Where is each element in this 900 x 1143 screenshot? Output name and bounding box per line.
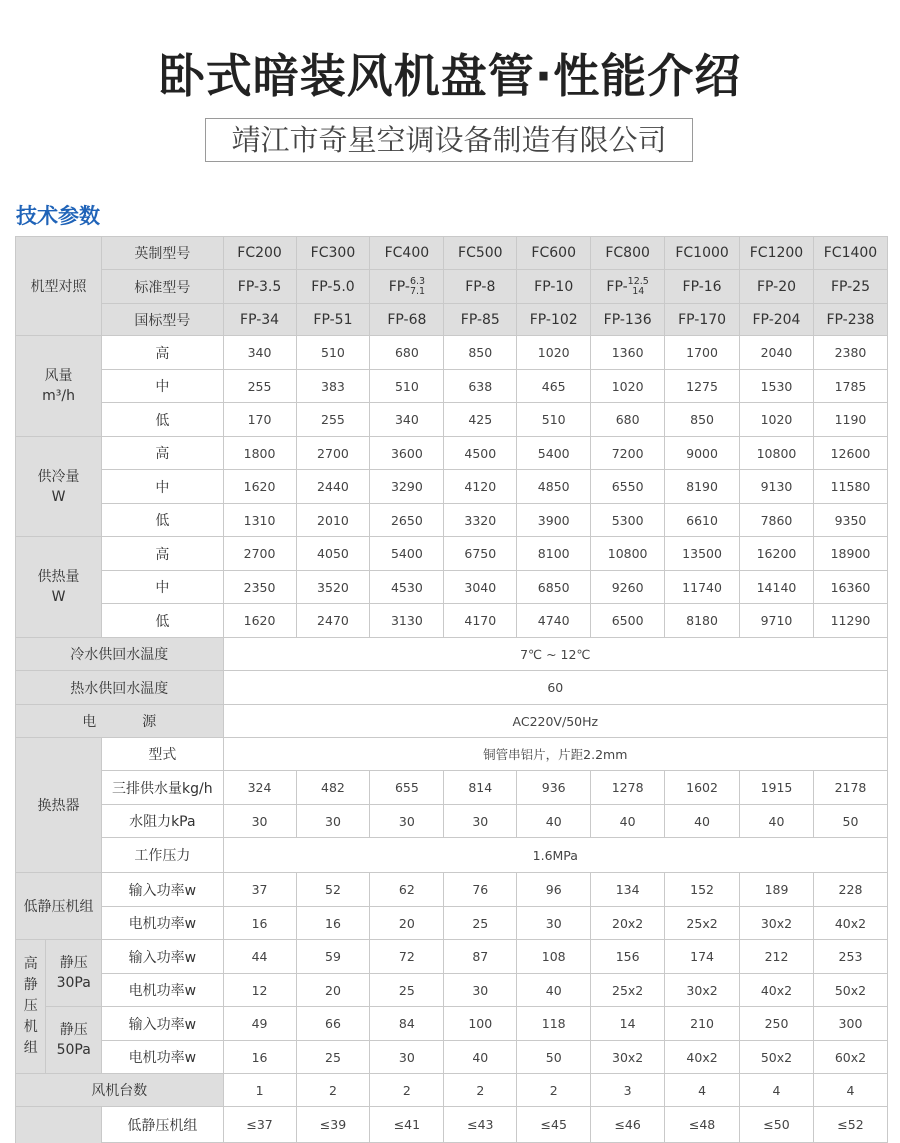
table-cell: 814 xyxy=(444,771,517,805)
high-static-char: 高 xyxy=(23,956,38,972)
low-static-motor-label: 电机功率w xyxy=(102,907,224,940)
table-cell: FP-8 xyxy=(444,270,517,304)
table-cell: FC600 xyxy=(517,237,591,270)
table-cell: 4 xyxy=(740,1074,814,1107)
imperial-model-label: 英制型号 xyxy=(102,237,224,270)
table-cell: 14 xyxy=(591,1007,665,1041)
table-cell: 324 xyxy=(223,771,296,805)
table-cell: 10800 xyxy=(740,437,814,470)
power-value: AC220V/50Hz xyxy=(223,705,887,738)
p30-motor-label: 电机功率w xyxy=(102,974,224,1007)
table-row xyxy=(16,537,888,571)
table-cell: 189 xyxy=(740,873,814,907)
table-cell: 3320 xyxy=(444,504,517,537)
table-cell: 4850 xyxy=(517,470,591,504)
table-cell: FP-238 xyxy=(813,304,887,336)
table-row xyxy=(16,873,888,907)
table-cell: 1 xyxy=(223,1074,296,1107)
table-cell: 850 xyxy=(665,403,740,437)
model-prefix: FP- xyxy=(606,278,628,295)
airflow-label-cell xyxy=(16,336,102,437)
table-cell: 49 xyxy=(223,1007,296,1041)
table-cell: 40 xyxy=(517,805,591,838)
table-cell: ≤45 xyxy=(517,1107,591,1143)
table-cell: 10800 xyxy=(591,537,665,571)
table-cell: 3 xyxy=(591,1074,665,1107)
table-cell: 1800 xyxy=(223,437,296,470)
table-cell: 2440 xyxy=(296,470,370,504)
table-row xyxy=(16,237,888,270)
table-cell: FP-3.5 xyxy=(223,270,296,304)
table-row xyxy=(16,638,888,671)
table-cell: 40 xyxy=(444,1041,517,1074)
static-50pa-label-b: 50Pa xyxy=(56,1042,91,1058)
table-cell: 25 xyxy=(370,974,444,1007)
table-cell: 2 xyxy=(517,1074,591,1107)
table-cell: 228 xyxy=(813,873,887,907)
table-cell: 1915 xyxy=(740,771,814,805)
table-cell: 8100 xyxy=(517,537,591,571)
table-cell: 30 xyxy=(444,974,517,1007)
table-cell: 87 xyxy=(444,940,517,974)
high-static-char: 组 xyxy=(23,1040,38,1056)
table-cell: 4740 xyxy=(517,604,591,638)
table-row xyxy=(16,1007,888,1041)
table-cell: 12600 xyxy=(813,437,887,470)
spec-table xyxy=(15,236,888,1143)
table-cell: 6850 xyxy=(517,571,591,604)
table-cell: 118 xyxy=(517,1007,591,1041)
table-cell: 50x2 xyxy=(813,974,887,1007)
table-cell: 2 xyxy=(444,1074,517,1107)
table-cell: 936 xyxy=(517,771,591,805)
table-cell: 2 xyxy=(370,1074,444,1107)
airflow-unit: m³/h xyxy=(42,388,75,404)
table-cell: 2470 xyxy=(296,604,370,638)
cooling-unit: W xyxy=(51,488,66,505)
table-row xyxy=(16,1107,888,1143)
model-fraction xyxy=(410,277,425,297)
page-title: 卧式暗装风机盘管·性能介绍 xyxy=(158,49,742,103)
table-cell: FC800 xyxy=(591,237,665,270)
table-cell: FP-16 xyxy=(665,270,740,304)
table-cell: 1020 xyxy=(591,370,665,403)
level-high-label: 高 xyxy=(102,336,224,370)
table-cell: 40x2 xyxy=(665,1041,740,1074)
table-cell: 2380 xyxy=(813,336,887,370)
table-row xyxy=(16,504,888,537)
table-cell: 9130 xyxy=(740,470,814,504)
table-row xyxy=(16,403,888,437)
level-high-label: 高 xyxy=(102,537,224,571)
table-row xyxy=(16,304,888,336)
level-mid-label: 中 xyxy=(102,571,224,604)
table-cell: 1278 xyxy=(591,771,665,805)
table-cell: 3130 xyxy=(370,604,444,638)
table-cell: 2040 xyxy=(740,336,814,370)
table-cell: 9710 xyxy=(740,604,814,638)
table-cell: 11290 xyxy=(813,604,887,638)
table-cell: 4170 xyxy=(444,604,517,638)
table-cell: 2178 xyxy=(813,771,887,805)
table-cell: 210 xyxy=(665,1007,740,1041)
cold-water-value: 7℃ ~ 12℃ xyxy=(223,638,887,671)
table-cell: 1620 xyxy=(223,470,296,504)
table-cell: 13500 xyxy=(665,537,740,571)
table-cell: 66 xyxy=(296,1007,370,1041)
table-cell: 6610 xyxy=(665,504,740,537)
standard-model-label: 标准型号 xyxy=(102,270,224,304)
table-cell: 25 xyxy=(296,1041,370,1074)
table-cell: 4 xyxy=(813,1074,887,1107)
table-row xyxy=(16,838,888,873)
table-cell: 72 xyxy=(370,940,444,974)
table-row xyxy=(16,907,888,940)
table-cell: 510 xyxy=(517,403,591,437)
table-cell: 255 xyxy=(296,403,370,437)
table-cell: 30 xyxy=(444,805,517,838)
table-cell: 9260 xyxy=(591,571,665,604)
table-cell: 37 xyxy=(223,873,296,907)
table-row xyxy=(16,671,888,705)
level-low-label: 低 xyxy=(102,504,224,537)
table-cell: 16 xyxy=(223,1041,296,1074)
table-row xyxy=(16,805,888,838)
table-cell: 5300 xyxy=(591,504,665,537)
table-cell: 18900 xyxy=(813,537,887,571)
table-cell: 30x2 xyxy=(591,1041,665,1074)
table-row xyxy=(16,940,888,974)
table-cell: FP-25 xyxy=(813,270,887,304)
table-cell: ≤48 xyxy=(665,1107,740,1143)
table-cell: 60x2 xyxy=(813,1041,887,1074)
table-cell: 2350 xyxy=(223,571,296,604)
table-cell: 680 xyxy=(591,403,665,437)
table-cell: 30x2 xyxy=(665,974,740,1007)
table-cell: 482 xyxy=(296,771,370,805)
table-cell: 156 xyxy=(591,940,665,974)
table-cell: 1785 xyxy=(813,370,887,403)
table-row xyxy=(16,771,888,805)
table-cell: 170 xyxy=(223,403,296,437)
table-cell: FC500 xyxy=(444,237,517,270)
table-cell: ≤50 xyxy=(740,1107,814,1143)
power-label-a: 电 xyxy=(82,714,97,730)
power-label-b: 源 xyxy=(142,714,157,730)
table-cell: 16360 xyxy=(813,571,887,604)
table-cell: 1020 xyxy=(517,336,591,370)
table-cell: FP-20 xyxy=(740,270,814,304)
table-cell: 9350 xyxy=(813,504,887,537)
table-cell: FP-170 xyxy=(665,304,740,336)
table-cell: FP-85 xyxy=(444,304,517,336)
table-row xyxy=(16,571,888,604)
table-cell: ≤43 xyxy=(444,1107,517,1143)
table-cell: 40 xyxy=(517,974,591,1007)
table-cell: FP-34 xyxy=(223,304,296,336)
fraction-top: 6.3 xyxy=(409,275,426,287)
table-cell: 340 xyxy=(370,403,444,437)
table-cell xyxy=(591,270,665,304)
table-cell: 2010 xyxy=(296,504,370,537)
high-static-char: 机 xyxy=(23,1019,38,1035)
table-cell: 1310 xyxy=(223,504,296,537)
table-cell: 96 xyxy=(517,873,591,907)
level-mid-label: 中 xyxy=(102,370,224,403)
table-cell: 16 xyxy=(296,907,370,940)
cooling-label: 供冷量 xyxy=(37,468,80,485)
table-cell: 1530 xyxy=(740,370,814,403)
table-cell: 6750 xyxy=(444,537,517,571)
table-cell: 108 xyxy=(517,940,591,974)
table-cell: 62 xyxy=(370,873,444,907)
heating-label: 供热量 xyxy=(37,569,80,585)
table-cell: 3900 xyxy=(517,504,591,537)
section-title: 技术参数 xyxy=(16,204,100,228)
table-cell: 1360 xyxy=(591,336,665,370)
cold-water-label: 冷水供回水温度 xyxy=(16,638,224,671)
table-cell: 4 xyxy=(665,1074,740,1107)
table-cell: 4050 xyxy=(296,537,370,571)
high-static-char: 静 xyxy=(23,977,38,993)
low-static-input-label: 输入功率w xyxy=(102,873,224,907)
table-cell: 1190 xyxy=(813,403,887,437)
table-cell: 340 xyxy=(223,336,296,370)
table-cell: 5400 xyxy=(517,437,591,470)
table-cell: 16 xyxy=(223,907,296,940)
table-cell: 8180 xyxy=(665,604,740,638)
fraction-bottom: 7.1 xyxy=(409,285,426,297)
table-cell: FC1200 xyxy=(740,237,814,270)
table-cell: 134 xyxy=(591,873,665,907)
table-cell: 25x2 xyxy=(665,907,740,940)
table-cell: 4120 xyxy=(444,470,517,504)
table-cell: 9000 xyxy=(665,437,740,470)
table-cell: 212 xyxy=(740,940,814,974)
table-cell: 2 xyxy=(296,1074,370,1107)
table-cell: 76 xyxy=(444,873,517,907)
high-static-char: 压 xyxy=(23,998,38,1014)
table-row xyxy=(16,470,888,504)
level-high-label: 高 xyxy=(102,437,224,470)
table-cell: 152 xyxy=(665,873,740,907)
static-30pa-label-b: 30Pa xyxy=(56,975,91,991)
table-row xyxy=(16,1074,888,1107)
table-cell: 3040 xyxy=(444,571,517,604)
table-cell: FC1400 xyxy=(813,237,887,270)
p50-input-label: 输入功率w xyxy=(102,1007,224,1041)
table-cell: 250 xyxy=(740,1007,814,1041)
table-cell: 510 xyxy=(296,336,370,370)
table-cell: 3520 xyxy=(296,571,370,604)
table-cell: FC200 xyxy=(223,237,296,270)
table-cell: 638 xyxy=(444,370,517,403)
fraction-bottom: 14 xyxy=(632,285,645,297)
exchanger-pressure-label: 工作压力 xyxy=(102,838,224,873)
table-cell: FP-68 xyxy=(370,304,444,336)
static-50pa-label-a: 静压 xyxy=(59,1022,88,1038)
table-cell: 30x2 xyxy=(740,907,814,940)
p30-input-label: 输入功率w xyxy=(102,940,224,974)
table-cell: 1700 xyxy=(665,336,740,370)
table-cell: 7860 xyxy=(740,504,814,537)
table-cell: 3290 xyxy=(370,470,444,504)
table-cell: 14140 xyxy=(740,571,814,604)
table-cell: 50 xyxy=(813,805,887,838)
static-50pa-label-cell xyxy=(46,1007,102,1074)
table-cell: 1602 xyxy=(665,771,740,805)
heating-label-cell xyxy=(16,537,102,638)
noise-label-cell xyxy=(16,1107,102,1143)
table-cell: 20 xyxy=(370,907,444,940)
exchanger-flow-label: 三排供水量kg/h xyxy=(102,771,224,805)
table-cell: 2700 xyxy=(223,537,296,571)
table-cell: ≤52 xyxy=(813,1107,887,1143)
model-fraction xyxy=(628,277,649,297)
table-row xyxy=(16,1041,888,1074)
table-cell: 40x2 xyxy=(813,907,887,940)
level-mid-label: 中 xyxy=(102,470,224,504)
table-cell: 850 xyxy=(444,336,517,370)
power-label-cell xyxy=(16,705,224,738)
fan-count-label: 风机台数 xyxy=(16,1074,224,1107)
table-cell: FP-102 xyxy=(517,304,591,336)
heating-unit: W xyxy=(51,589,66,605)
national-model-label: 国标型号 xyxy=(102,304,224,336)
table-cell: 6500 xyxy=(591,604,665,638)
table-cell: 383 xyxy=(296,370,370,403)
exchanger-label: 换热器 xyxy=(16,738,102,873)
table-row xyxy=(16,705,888,738)
table-cell: 4530 xyxy=(370,571,444,604)
static-30pa-label-cell xyxy=(46,940,102,1007)
hot-water-value: 60 xyxy=(223,671,887,705)
table-cell: 2650 xyxy=(370,504,444,537)
table-cell: 8190 xyxy=(665,470,740,504)
table-cell: 6550 xyxy=(591,470,665,504)
exchanger-type-label: 型式 xyxy=(102,738,224,771)
table-row xyxy=(16,270,888,304)
p50-motor-label: 电机功率w xyxy=(102,1041,224,1074)
table-cell: 40 xyxy=(591,805,665,838)
table-cell: 5400 xyxy=(370,537,444,571)
table-cell: 25x2 xyxy=(591,974,665,1007)
table-cell: 465 xyxy=(517,370,591,403)
table-cell: 44 xyxy=(223,940,296,974)
table-cell: FP-5.0 xyxy=(296,270,370,304)
table-cell: ≤41 xyxy=(370,1107,444,1143)
table-row xyxy=(16,370,888,403)
table-cell: 40x2 xyxy=(740,974,814,1007)
exchanger-resist-label: 水阻力kPa xyxy=(102,805,224,838)
model-group-label: 机型对照 xyxy=(16,237,102,336)
table-cell: 4500 xyxy=(444,437,517,470)
table-cell: 30 xyxy=(370,805,444,838)
table-cell: 510 xyxy=(370,370,444,403)
high-static-label-cell xyxy=(16,940,46,1074)
airflow-label: 风量 xyxy=(44,368,73,384)
table-cell: 50x2 xyxy=(740,1041,814,1074)
table-cell: 30 xyxy=(296,805,370,838)
table-cell: FC1000 xyxy=(665,237,740,270)
table-cell: 84 xyxy=(370,1007,444,1041)
table-cell: 300 xyxy=(813,1007,887,1041)
table-cell: 11740 xyxy=(665,571,740,604)
table-cell: 680 xyxy=(370,336,444,370)
table-cell: 11580 xyxy=(813,470,887,504)
fraction-top: 12.5 xyxy=(627,275,649,287)
table-cell: 30 xyxy=(223,805,296,838)
level-low-label: 低 xyxy=(102,604,224,638)
table-cell: FP-204 xyxy=(740,304,814,336)
table-row xyxy=(16,738,888,771)
table-cell: 253 xyxy=(813,940,887,974)
table-cell: 2700 xyxy=(296,437,370,470)
hot-water-label: 热水供回水温度 xyxy=(16,671,224,705)
table-cell: 1020 xyxy=(740,403,814,437)
table-cell: FP-51 xyxy=(296,304,370,336)
table-row xyxy=(16,437,888,470)
table-cell: 16200 xyxy=(740,537,814,571)
table-cell: 25 xyxy=(444,907,517,940)
table-row xyxy=(16,974,888,1007)
table-cell: 3600 xyxy=(370,437,444,470)
level-low-label: 低 xyxy=(102,403,224,437)
table-cell: 100 xyxy=(444,1007,517,1041)
table-cell: 1275 xyxy=(665,370,740,403)
table-row xyxy=(16,336,888,370)
table-cell: 20x2 xyxy=(591,907,665,940)
table-cell: 425 xyxy=(444,403,517,437)
table-cell: 59 xyxy=(296,940,370,974)
table-cell xyxy=(370,270,444,304)
table-cell: 255 xyxy=(223,370,296,403)
exchanger-type-value: 铜管串铝片，片距2.2mm xyxy=(223,738,887,771)
table-row xyxy=(16,604,888,638)
table-cell: 12 xyxy=(223,974,296,1007)
table-cell: 1620 xyxy=(223,604,296,638)
table-cell: ≤46 xyxy=(591,1107,665,1143)
table-cell: ≤37 xyxy=(223,1107,296,1143)
table-cell: 52 xyxy=(296,873,370,907)
table-cell: 50 xyxy=(517,1041,591,1074)
table-cell: ≤39 xyxy=(296,1107,370,1143)
table-cell: 655 xyxy=(370,771,444,805)
table-cell: FC300 xyxy=(296,237,370,270)
table-cell: 20 xyxy=(296,974,370,1007)
table-cell: FC400 xyxy=(370,237,444,270)
table-cell: 40 xyxy=(740,805,814,838)
table-cell: 30 xyxy=(370,1041,444,1074)
noise-low-label: 低静压机组 xyxy=(102,1107,224,1143)
table-cell: FP-136 xyxy=(591,304,665,336)
model-prefix: FP- xyxy=(388,278,410,295)
table-cell: 174 xyxy=(665,940,740,974)
company-name: 靖江市奇星空调设备制造有限公司 xyxy=(205,118,693,162)
low-static-label: 低静压机组 xyxy=(16,873,102,940)
exchanger-pressure-value: 1.6MPa xyxy=(223,838,887,873)
table-cell: 30 xyxy=(517,907,591,940)
static-30pa-label-a: 静压 xyxy=(59,955,88,971)
table-cell: 7200 xyxy=(591,437,665,470)
table-cell: FP-10 xyxy=(517,270,591,304)
cooling-label-cell xyxy=(16,437,102,537)
table-cell: 40 xyxy=(665,805,740,838)
